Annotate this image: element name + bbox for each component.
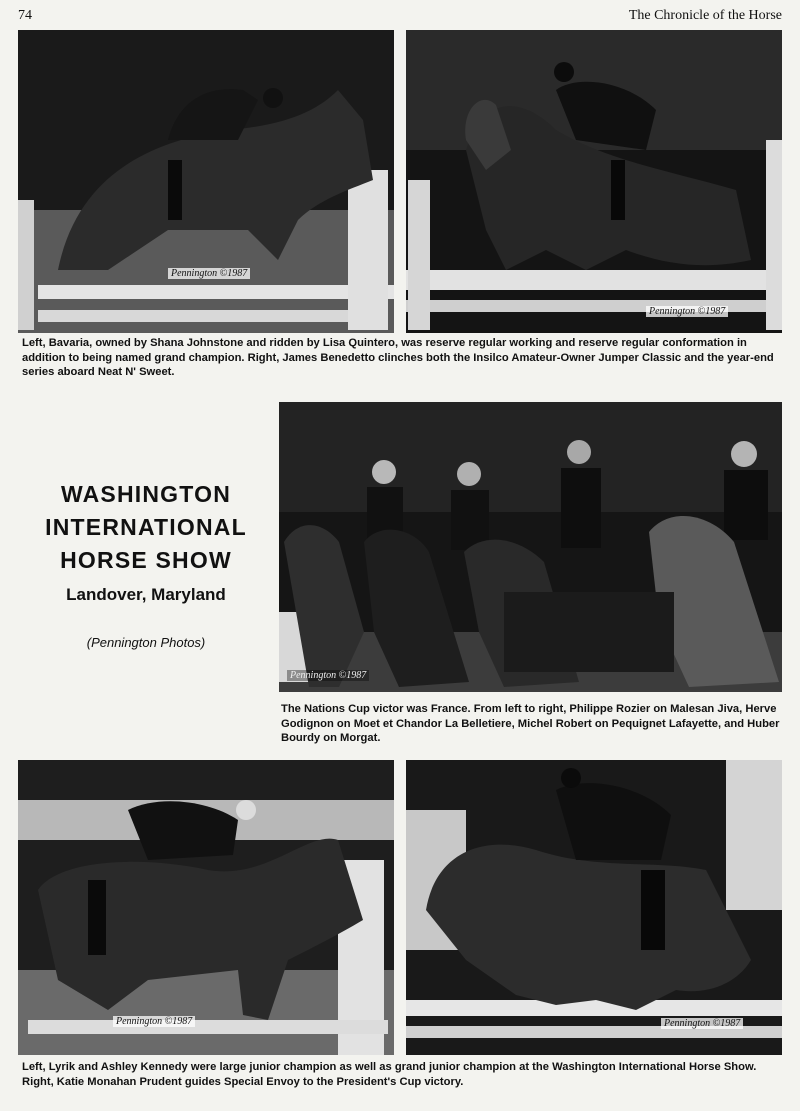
title-line-2: INTERNATIONAL	[45, 514, 247, 540]
horse-jump-photo-icon	[18, 30, 394, 333]
photo-credit: Pennington ©1987	[168, 268, 250, 279]
photo-bavaria-jump	[18, 30, 394, 333]
team-horses-photo-icon	[279, 402, 782, 692]
title-line-1: WASHINGTON	[60, 481, 232, 507]
page-number: 74	[18, 8, 32, 23]
horse-jump-photo-icon	[406, 760, 782, 1055]
photo-credit-note: (Pennington Photos)	[86, 635, 206, 650]
caption-top-photos: Left, Bavaria, owned by Shana Johnstone and ridden by Lisa Quintero, was reserve regular working and reserve regular conformation in addition to being named grand champion. Right, James Benedetto clinches both the Insilco Amateur-Owner Jumper Classic and the year-end series aboard Neat N' Sweet.	[22, 337, 774, 378]
photo-credit: Pennington ©1987	[661, 1018, 743, 1029]
article-title-block	[22, 478, 270, 650]
photo-lyrik-jump	[18, 760, 394, 1055]
photo-special-envoy-jump	[406, 760, 782, 1055]
photo-nations-cup-team	[279, 402, 782, 692]
location-subtitle: Landover, Maryland	[66, 585, 226, 604]
photo-credit: Pennington ©1987	[287, 670, 369, 681]
horse-jump-photo-icon	[18, 760, 394, 1055]
photo-credit: Pennington ©1987	[646, 306, 728, 317]
horse-jump-photo-icon	[406, 30, 782, 333]
photo-neat-n-sweet-jump	[406, 30, 782, 333]
caption-bottom-photos: Left, Lyrik and Ashley Kennedy were large junior champion as well as grand junior champion at the Washington International Horse Show. Right, Katie Monahan Prudent guides Special Envoy to the President's Cup victory.	[22, 1061, 757, 1088]
caption-nations-cup: The Nations Cup victor was France. From left to right, Philippe Rozier on Malesan Jiva, Herve Godignon on Moet et Chandor La Belletiere, Michel Robert on Pequignet Lafayette, and Huber Bourdy on Morgat.	[281, 703, 780, 744]
photo-credit: Pennington ©1987	[113, 1016, 195, 1027]
title-line-3: HORSE SHOW	[60, 547, 232, 573]
publication-title: The Chronicle of the Horse	[628, 8, 782, 23]
